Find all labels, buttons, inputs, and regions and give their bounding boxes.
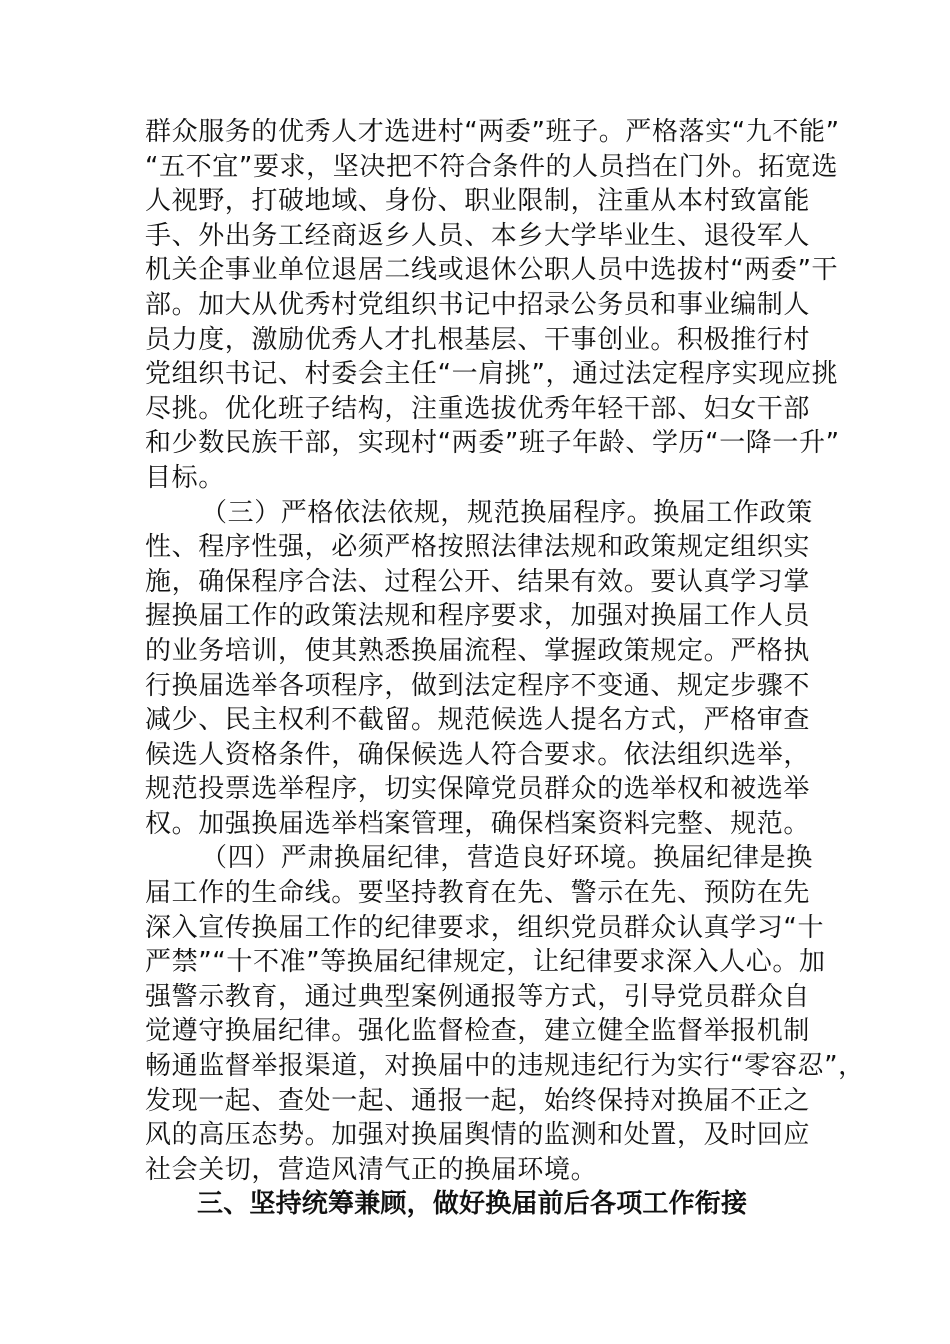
paragraph-line: 行换届选举各项程序，做到法定程序不变通、规定步骤不	[145, 670, 811, 701]
paragraph-line: 握换届工作的政策法规和程序要求，加强对换届工作人员	[145, 601, 811, 632]
paragraph-line: 群众服务的优秀人才选进村“两委”班子。严格落实“九不能”	[145, 117, 840, 147]
paragraph-line: 目标。	[145, 462, 225, 493]
paragraph-line: 强警示教育，通过典型案例通报等方式，引导党员群众自	[145, 981, 811, 1012]
paragraph-line: 候选人资格条件，确保候选人符合要求。依法组织选举，	[145, 739, 811, 770]
paragraph-line: “五不宜”要求，坚决把不符合条件的人员挡在门外。拓宽选	[145, 151, 839, 182]
paragraph-line: 社会关切，营造风清气正的换届环境。	[145, 1154, 598, 1185]
paragraph-line: 权。加强换届选举档案管理，确保档案资料完整、规范。	[145, 808, 811, 839]
subsection-4-start-line: （四）严肃换届纪律，营造良好环境。换届纪律是换	[201, 843, 813, 874]
paragraph-line: 部。加大从优秀村党组织书记中招录公务员和事业编制人	[145, 289, 811, 320]
paragraph-line: 规范投票选举程序，切实保障党员群众的选举权和被选举	[145, 774, 811, 805]
paragraph-line: 减少、民主权利不截留。规范候选人提名方式，严格审查	[145, 705, 811, 736]
paragraph-line: 员力度，激励优秀人才扎根基层、干事创业。积极推行村	[145, 324, 811, 355]
document-body	[145, 115, 865, 1222]
paragraph-line: 施，确保程序合法、过程公开、结果有效。要认真学习掌	[145, 566, 811, 597]
paragraph-line: 发现一起、查处一起、通报一起，始终保持对换届不正之	[145, 1085, 811, 1116]
subsection-3-start-line: （三）严格依法依规，规范换届程序。换届工作政策	[201, 497, 813, 528]
paragraph-line: 尽挑。优化班子结构，注重选拔优秀年轻干部、妇女干部	[145, 393, 811, 424]
paragraph-line: 风的高压态势。加强对换届舆情的监测和处置，及时回应	[145, 1120, 811, 1151]
section-heading: 三、坚持统筹兼顾，做好换届前后各项工作衔接	[197, 1189, 748, 1220]
paragraph-line: 严禁”“十不准”等换届纪律规定，让纪律要求深入人心。加	[145, 947, 826, 978]
paragraph-line: 党组织书记、村委会主任“一肩挑”，通过法定程序实现应挑	[145, 359, 839, 390]
paragraph-line: 和少数民族干部，实现村“两委”班子年龄、学历“一降一升”	[145, 428, 840, 459]
paragraph-line: 深入宣传换届工作的纪律要求，组织党员群众认真学习“十	[145, 912, 825, 943]
paragraph-line: 手、外出务工经商返乡人员、本乡大学毕业生、退役军人	[145, 220, 811, 251]
paragraph-line: 的业务培训，使其熟悉换届流程、掌握政策规定。严格执	[145, 635, 811, 666]
paragraph-line: 畅通监督举报渠道，对换届中的违规违纪行为实行“零容忍”，	[145, 1051, 865, 1082]
paragraph-line: 性、程序性强，必须严格按照法律法规和政策规定组织实	[145, 532, 811, 563]
paragraph-line: 觉遵守换届纪律。强化监督检查，建立健全监督举报机制	[145, 1016, 811, 1047]
paragraph-line: 人视野，打破地域、身份、职业限制，注重从本村致富能	[145, 186, 811, 217]
paragraph-line: 届工作的生命线。要坚持教育在先、警示在先、预防在先	[145, 878, 811, 909]
paragraph-line: 机关企事业单位退居二线或退休公职人员中选拔村“两委”干	[145, 255, 839, 286]
